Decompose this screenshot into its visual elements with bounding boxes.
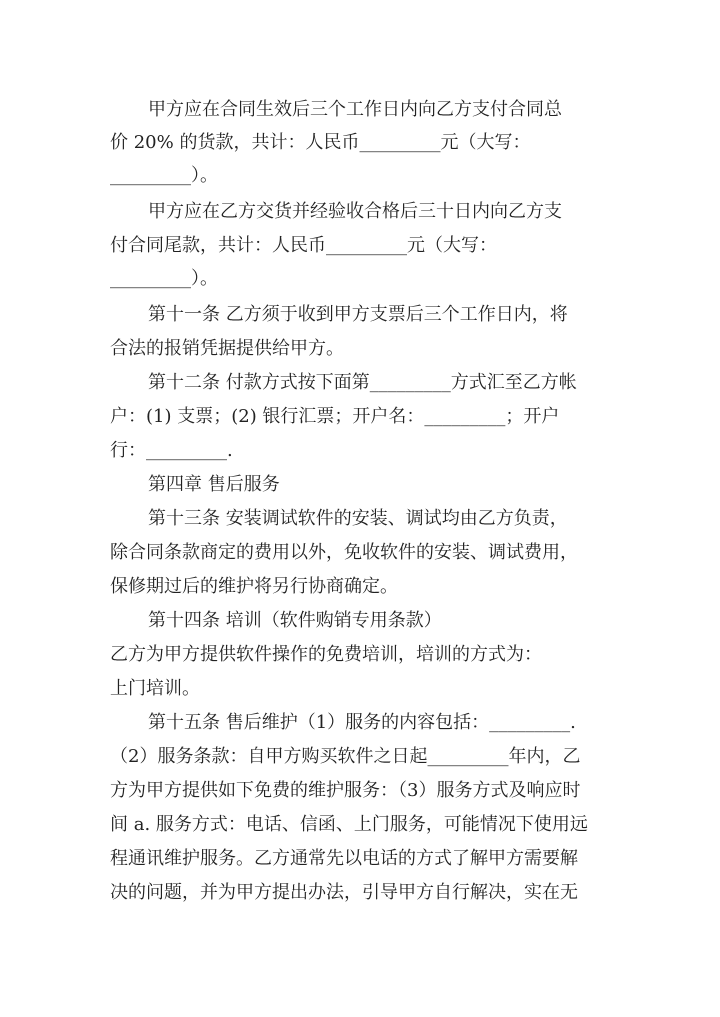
text-line-23: 程通讯维护服务。乙方通常先以电话的方式了解甲方需要解 [110, 848, 578, 869]
text-line-8: 合法的报销凭据提供给甲方。 [110, 338, 344, 359]
text-line-20: （2）服务条款：自甲方购买软件之日起_________年内，乙 [110, 746, 581, 767]
text-line-16: 第十四条 培训（软件购销专用条款） [148, 610, 442, 631]
text-line-19: 第十五条 售后维护（1）服务的内容包括：_________. [148, 712, 576, 733]
text-line-13: 第十三条 安装调试软件的安装、调试均由乙方负责， [148, 508, 568, 529]
text-line-4: 甲方应在乙方交货并经验收合格后三十日内向乙方支 [148, 201, 562, 222]
text-line-17: 乙方为甲方提供软件操作的免费培训，培训的方式为： [110, 644, 542, 665]
text-line-15: 保修期过后的维护将另行协商确定。 [110, 576, 398, 597]
text-line-3: _________）。 [110, 165, 218, 186]
text-line-24: 决的问题，并为甲方提出办法，引导甲方自行解决，实在无 [110, 882, 578, 903]
chapter-heading: 第四章 售后服务 [148, 474, 280, 495]
text-line-9: 第十二条 付款方式按下面第_________方式汇至乙方帐 [148, 372, 577, 393]
text-line-2: 价 20% 的货款，共计：人民币_________元（大写： [110, 132, 531, 153]
text-line-5: 付合同尾款，共计：人民币_________元（大写： [110, 235, 497, 256]
text-line-21: 方为甲方提供如下免费的维护服务：（3）服务方式及响应时 [110, 780, 581, 801]
text-line-7: 第十一条 乙方须于收到甲方支票后三个工作日内，将 [148, 304, 568, 325]
text-line-10: 户：(1) 支票；(2) 银行汇票；开户名：_________；开户 [110, 406, 560, 427]
text-line-11: 行：_________. [110, 440, 233, 461]
text-line-14: 除合同条款商定的费用以外，免收软件的安装、调试费用， [110, 542, 578, 563]
text-line-6: _________）。 [110, 268, 218, 289]
text-line-22: 间 a. 服务方式：电话、信函、上门服务，可能情况下使用远 [110, 814, 588, 835]
text-line-18: 上门培训。 [110, 678, 200, 699]
text-line-1: 甲方应在合同生效后三个工作日内向乙方支付合同总 [148, 99, 562, 120]
